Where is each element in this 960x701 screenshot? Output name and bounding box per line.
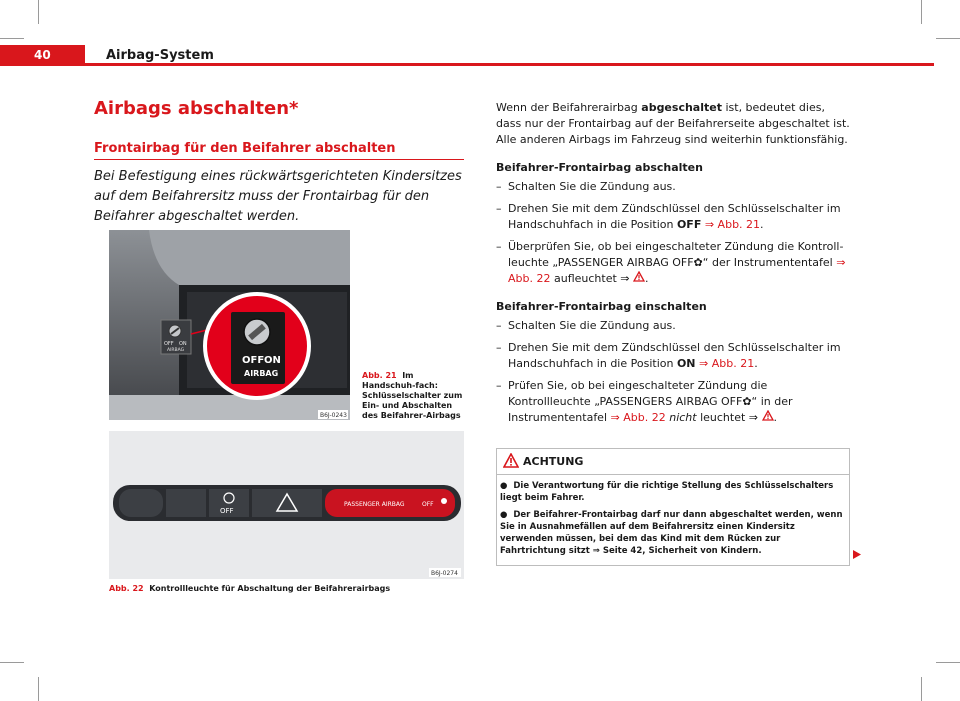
caption-text: Im Handschuh-fach: Schlüsselschalter zum Ein- und Abschalten des Beifahrer-Airbags — [362, 371, 463, 420]
caption-number: Abb. 21 — [362, 371, 397, 380]
airbag-off-icon: ✿ — [693, 256, 703, 269]
step-item: – Schalten Sie die Zündung aus. — [496, 180, 676, 193]
paragraph: Wenn der Beifahrerairbag abgeschaltet ist, bedeutet dies, dass nur der Frontairbag auf der Beifahrerseite abgeschaltet ist. Alle anderen Airbags im Fahrzeug sind weiterhin funktionsfähig. — [496, 101, 850, 146]
step-item: – Prüfen Sie, ob bei eingeschalteter Zündung die Kontrollleuchte „PASSENGERS AIRBAG OFF✿“ in der Instrumententafel ⇒ Abb. 22 nicht leuchtet ⇒ . — [496, 379, 793, 424]
crop-mark — [0, 38, 24, 39]
crop-mark — [38, 677, 39, 701]
warning-item: ● Die Verantwortung für die richtige Stellung des Schlüsselschalters liegt beim Fahrer. — [500, 481, 834, 503]
steps-heading-off: Beifahrer-Frontairbag abschalten — [496, 161, 703, 174]
cross-reference-link[interactable]: ⇒ Abb. 22 — [508, 256, 846, 285]
switch-airbag-label: AIRBAG — [244, 369, 279, 378]
switch-on-label: ON — [264, 355, 281, 366]
esc-off-label: OFF — [220, 507, 234, 515]
page-number: 40 — [0, 45, 85, 66]
caption-number: Abb. 22 — [109, 584, 144, 593]
cross-reference-link[interactable]: ⇒ Abb. 21 — [704, 218, 761, 231]
step-item: – Überprüfen Sie, ob bei eingeschalteter Zündung die Kontroll-leuchte „PASSENGER AIRBAG OFF✿“ der Instrumententafel ⇒ Abb. 22 aufleuchtet ⇒ . — [496, 240, 846, 285]
section-heading: Airbags abschalten* — [94, 98, 299, 119]
figure-22-caption — [109, 584, 390, 593]
cross-reference-link[interactable]: ⇒ Abb. 22 — [610, 411, 666, 424]
steps-heading-on: Beifahrer-Frontairbag einschalten — [496, 300, 707, 313]
warning-item: ● Der Beifahrer-Frontairbag darf nur dann abgeschaltet werden, wenn Sie in Ausnahmefällen auf dem Beifahrersitz einen Kindersitz verwenden müssen, bei dem das Kind mit dem Rücken zur Fahrtrichtung sitzt ⇒ Seite 42, Sicherheit von Kindern. — [500, 510, 843, 556]
crop-mark — [936, 38, 960, 39]
passenger-airbag-text: PASSENGER AIRBAG — [344, 501, 405, 508]
header-title: Airbag-System — [106, 48, 214, 63]
figure-indicator-strip — [109, 431, 464, 579]
intro-text: Bei Befestigung eines rückwärtsgerichteten Kindersitzes auf dem Beifahrersitz muss der Frontairbag für den Beifahrer abgeschaltet werden. — [94, 169, 462, 224]
warning-box — [496, 448, 850, 566]
crop-mark — [936, 662, 960, 663]
figure-glovebox-switch — [109, 230, 350, 420]
crop-mark — [921, 677, 922, 701]
header-rule — [0, 63, 934, 66]
sub-heading-rule — [94, 159, 464, 160]
continue-arrow-icon — [852, 549, 862, 560]
small-switch-on: ON — [179, 341, 187, 347]
warning-icon[interactable] — [633, 271, 645, 282]
warning-triangle-icon — [503, 453, 519, 468]
crop-mark — [0, 662, 24, 663]
glovebox-illustration — [109, 230, 350, 420]
warning-header — [497, 449, 849, 475]
step-item: – Drehen Sie mit dem Zündschlüssel den Schlüsselschalter im Handschuhfach in die Position ON ⇒ Abb. 21. — [496, 341, 841, 370]
indicator-illustration — [109, 431, 464, 579]
passenger-airbag-off: OFF — [422, 501, 434, 508]
sub-heading: Frontairbag für den Beifahrer abschalten — [94, 141, 396, 156]
step-item: – Drehen Sie mit dem Zündschlüssel den Schlüsselschalter im Handschuhfach in die Position OFF ⇒ Abb. 21. — [496, 202, 841, 231]
small-switch-label: AIRBAG — [167, 348, 185, 353]
crop-mark — [921, 0, 922, 24]
airbag-off-icon: ✿ — [742, 395, 752, 408]
right-column — [496, 100, 852, 432]
warning-title: ACHTUNG — [523, 455, 584, 468]
figure-code: B6J-0274 — [431, 570, 458, 577]
small-switch-off: OFF — [164, 341, 174, 347]
step-item: – Schalten Sie die Zündung aus. — [496, 319, 676, 332]
switch-off-label: OFF — [242, 355, 265, 366]
warning-icon[interactable] — [762, 410, 774, 421]
airbag-off-icon — [441, 498, 447, 504]
cross-reference-link[interactable]: ⇒ Abb. 21 — [699, 357, 755, 370]
warning-body — [500, 480, 846, 562]
caption-text: Kontrollleuchte für Abschaltung der Beifahrerairbags — [149, 584, 391, 593]
figure-21-caption — [362, 371, 466, 421]
crop-mark — [38, 0, 39, 24]
figure-code: B6J-0243 — [320, 412, 347, 419]
